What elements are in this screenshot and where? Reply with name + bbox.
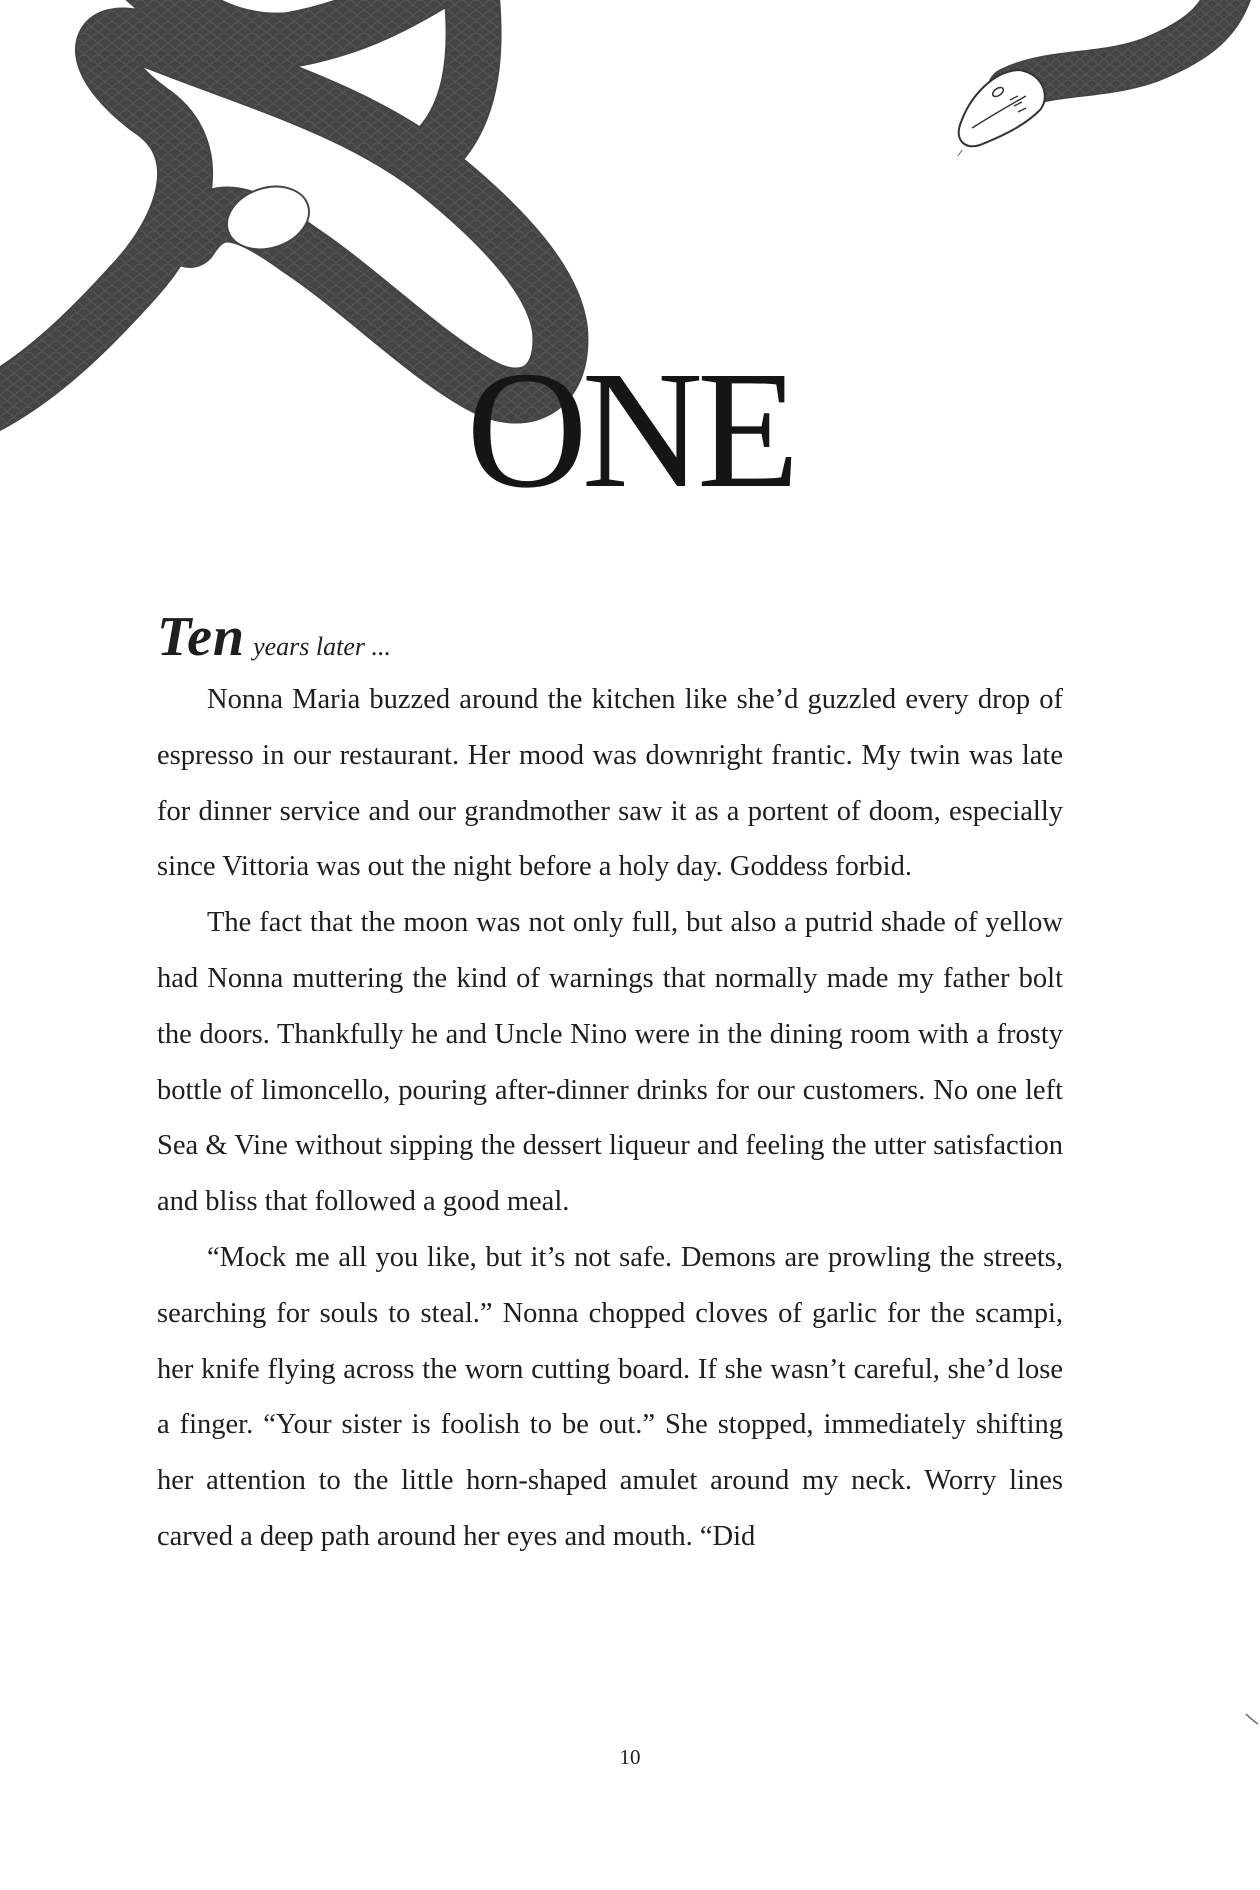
chapter-title: ONE	[466, 337, 794, 523]
paragraph: Nonna Maria buzzed around the kitchen like she’d guzzled every drop of espresso in our restaurant. Her mood was downright frantic. My twin was late for dinner service and our grandmother saw it as a portent of doom, especially since Vittoria was out the night before a holy day. Goddess forbid.	[157, 684, 1063, 883]
edge-ink-mark	[1244, 1710, 1260, 1730]
snake-head-illustration	[900, 0, 1260, 200]
chapter-opener	[157, 602, 1063, 672]
chapter-text	[157, 602, 1063, 1565]
page-number: 10	[619, 1745, 641, 1769]
paragraph: “Mock me all you like, but it’s not safe. Demons are prowling the streets, searching for souls to steal.” Nonna chopped cloves of garlic for the scampi, her knife flying across the worn cutting board. If she wasn’t careful, she’d lose a finger. “Your sister is foolish to be out.” She stopped, immediately shifting her attention to the little horn-shaped amulet around my neck. Worry lines carved a deep path around her eyes and mouth. “Did	[157, 1241, 1063, 1552]
opener-word: Ten	[157, 606, 246, 668]
paragraph: The fact that the moon was not only full, but also a putrid shade of yellow had Nonna muttering the kind of warnings that normally made my father bolt the doors. Thankfully he and Uncle Nino were in the dining room with a frosty bottle of limoncello, pouring after-dinner drinks for our customers. No one left Sea & Vine without sipping the dessert liqueur and feeling the utter satisfaction and bliss that followed a good meal.	[157, 907, 1063, 1218]
opener-subtitle: years later ...	[253, 632, 391, 661]
